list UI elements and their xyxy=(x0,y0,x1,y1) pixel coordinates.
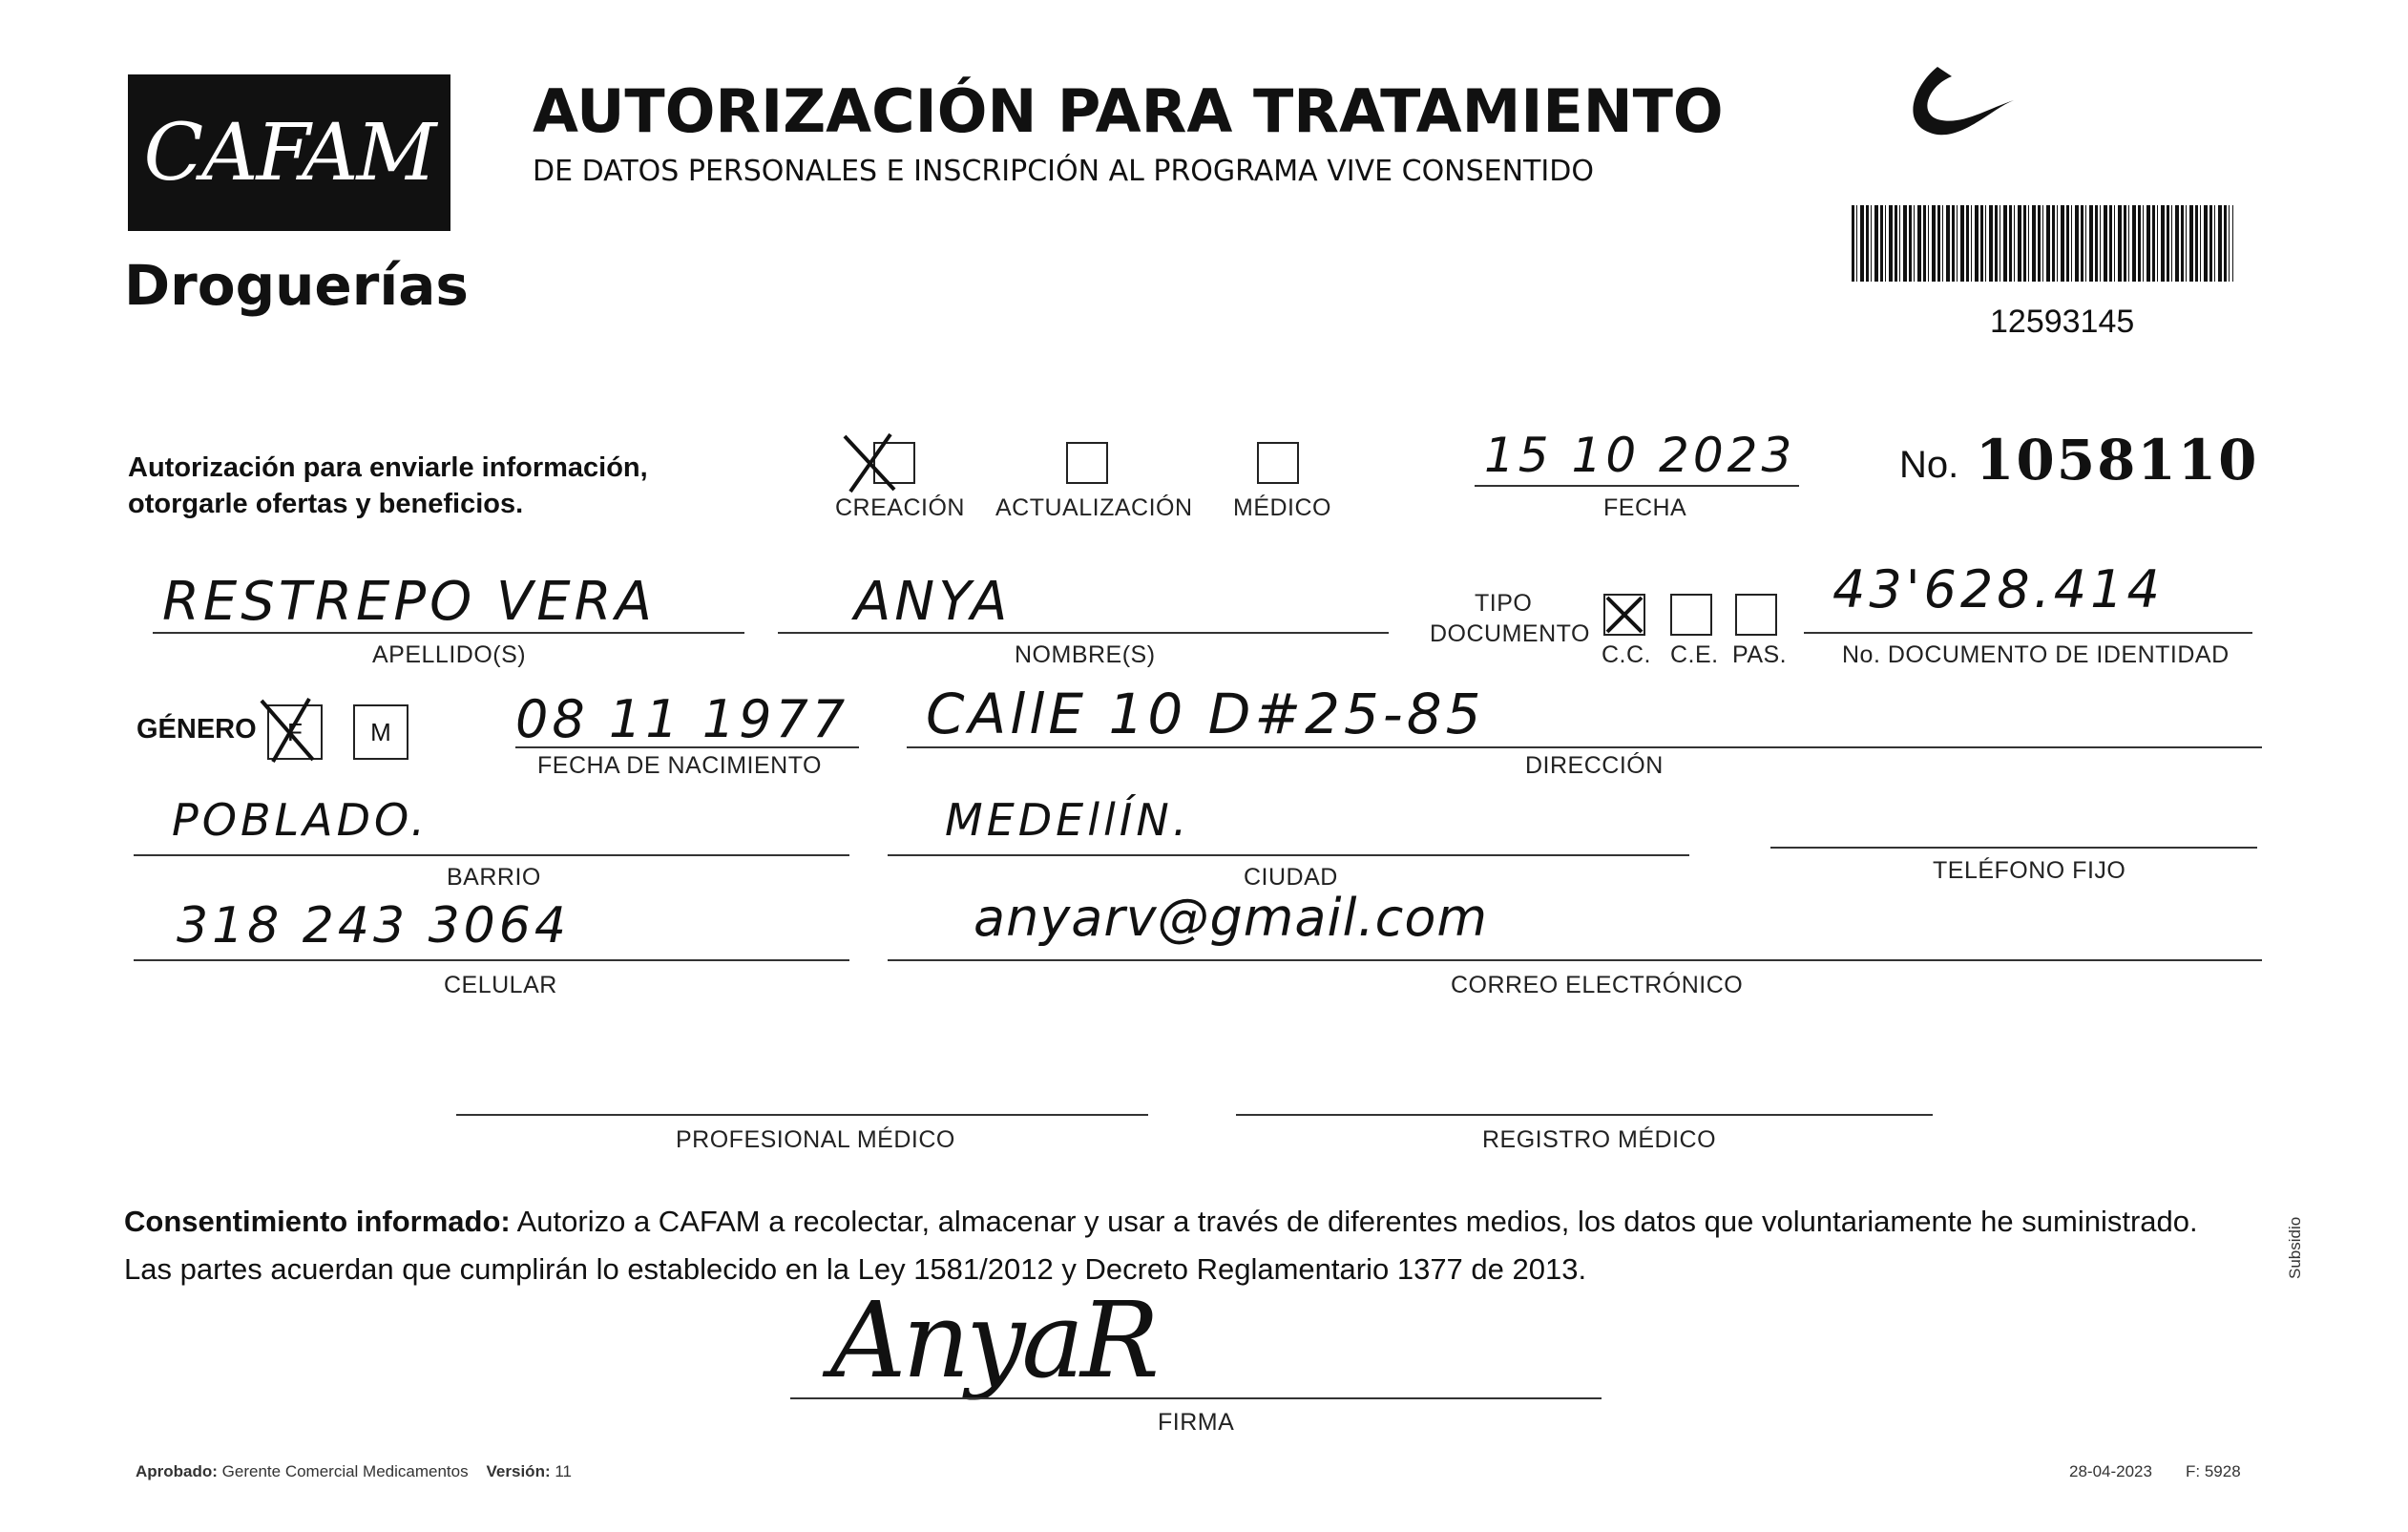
version-label: Versión: xyxy=(486,1462,551,1480)
checkbox-pas[interactable] xyxy=(1735,594,1777,636)
direccion-label: DIRECCIÓN xyxy=(1525,752,1664,779)
ciudad-value: MEDEllÍN. xyxy=(945,794,1191,846)
checkbox-actualizacion[interactable] xyxy=(1066,442,1108,484)
checkmark-x-icon xyxy=(1603,594,1645,636)
consent-text1: Autorizo a CAFAM a recolectar, almacenar y usar a través de diferentes medios, los datos que voluntariamente he suministrado. xyxy=(510,1205,2198,1238)
celular-label: CELULAR xyxy=(444,972,557,998)
label-pas: PAS. xyxy=(1732,641,1788,668)
checkmark-x-icon xyxy=(256,693,323,769)
no-value: 1058110 xyxy=(1976,428,2259,493)
documento-label: DOCUMENTO xyxy=(1430,620,1590,647)
version-value: 11 xyxy=(555,1462,573,1480)
label-actualizacion: ACTUALIZACIÓN xyxy=(995,494,1193,521)
registro-label: REGISTRO MÉDICO xyxy=(1482,1126,1717,1153)
brand-name: Droguerías xyxy=(124,253,469,318)
apellidos-label: APELLIDO(S) xyxy=(372,641,527,668)
label-creacion: CREACIÓN xyxy=(835,494,965,521)
genero-f-label: F xyxy=(287,717,303,746)
fecha-value: 15 10 2023 xyxy=(1484,428,1796,483)
footer-date: 28-04-2023 xyxy=(2069,1462,2152,1480)
fecha-nacimiento-value: 08 11 1977 xyxy=(515,689,849,749)
genero-f-box[interactable] xyxy=(267,704,323,760)
cafam-logo xyxy=(128,74,450,231)
footer-fcode: F: 5928 xyxy=(2186,1462,2241,1480)
form-subtitle: DE DATOS PERSONALES E INSCRIPCIÓN AL PROGRAMA VIVE CONSENTIDO xyxy=(533,155,1594,188)
celular-value: 318 243 3064 xyxy=(177,897,570,955)
apellidos-value: RESTREPO VERA xyxy=(162,571,656,633)
checkbox-ce[interactable] xyxy=(1670,594,1712,636)
genero-m-box[interactable] xyxy=(353,704,408,760)
telefono-label: TELÉFONO FIJO xyxy=(1933,857,2126,884)
no-label: No. xyxy=(1899,444,1959,486)
correo-label: CORREO ELECTRÓNICO xyxy=(1451,972,1744,998)
genero-m-label: M xyxy=(370,717,391,746)
profesional-label: PROFESIONAL MÉDICO xyxy=(676,1126,955,1153)
barcode-icon xyxy=(1852,205,2233,282)
signature: AnyaR xyxy=(830,1279,1156,1401)
checkmark-x-icon xyxy=(837,430,904,497)
logo-text: CAFAM xyxy=(143,107,435,199)
no-documento-value: 43'628.414 xyxy=(1832,559,2164,619)
firma-label: FIRMA xyxy=(1158,1409,1235,1436)
swoosh-logo-icon xyxy=(1895,57,2019,153)
no-documento-label: No. DOCUMENTO DE IDENTIDAD xyxy=(1842,641,2230,668)
form-title: AUTORIZACIÓN PARA TRATAMIENTO xyxy=(533,76,1724,146)
checkbox-cc[interactable] xyxy=(1603,594,1645,636)
consent-bold: Consentimiento informado: xyxy=(124,1205,511,1238)
side-text: Subsidio xyxy=(2286,1216,2304,1279)
authorization-text-line2: otorgarle ofertas y beneficios. xyxy=(128,489,524,519)
direccion-value: CAllE 10 D#25-85 xyxy=(926,682,1485,746)
label-medico: MÉDICO xyxy=(1233,494,1331,521)
genero-label: GÉNERO xyxy=(136,714,257,745)
fecha-label: FECHA xyxy=(1603,494,1687,521)
barrio-label: BARRIO xyxy=(447,864,541,891)
nombres-label: NOMBRE(S) xyxy=(1015,641,1156,668)
nombres-value: ANYA xyxy=(854,571,1012,633)
barrio-value: POBLADO. xyxy=(172,794,429,846)
tipo-label: TIPO xyxy=(1475,590,1533,617)
aprobado-value: Gerente Comercial Medicamentos xyxy=(221,1462,469,1480)
checkbox-creacion[interactable] xyxy=(873,442,915,484)
footer-aprobado xyxy=(136,1462,572,1481)
authorization-text-line1: Autorización para enviarle información, xyxy=(128,452,648,483)
barcode-number: 12593145 xyxy=(1990,304,2135,340)
fecha-nacimiento-label: FECHA DE NACIMIENTO xyxy=(537,752,822,779)
label-cc: C.C. xyxy=(1602,641,1651,668)
label-ce: C.E. xyxy=(1670,641,1719,668)
consent-line2: Las partes acuerdan que cumplirán lo establecido en la Ley 1581/2012 y Decreto Reglamentario 1377 de 2013. xyxy=(124,1252,1587,1286)
checkbox-medico[interactable] xyxy=(1257,442,1299,484)
ciudad-label: CIUDAD xyxy=(1244,864,1338,891)
correo-value: anyarv@gmail.com xyxy=(974,888,1488,948)
aprobado-label: Aprobado: xyxy=(136,1462,218,1480)
consent-line1 xyxy=(124,1205,2198,1239)
